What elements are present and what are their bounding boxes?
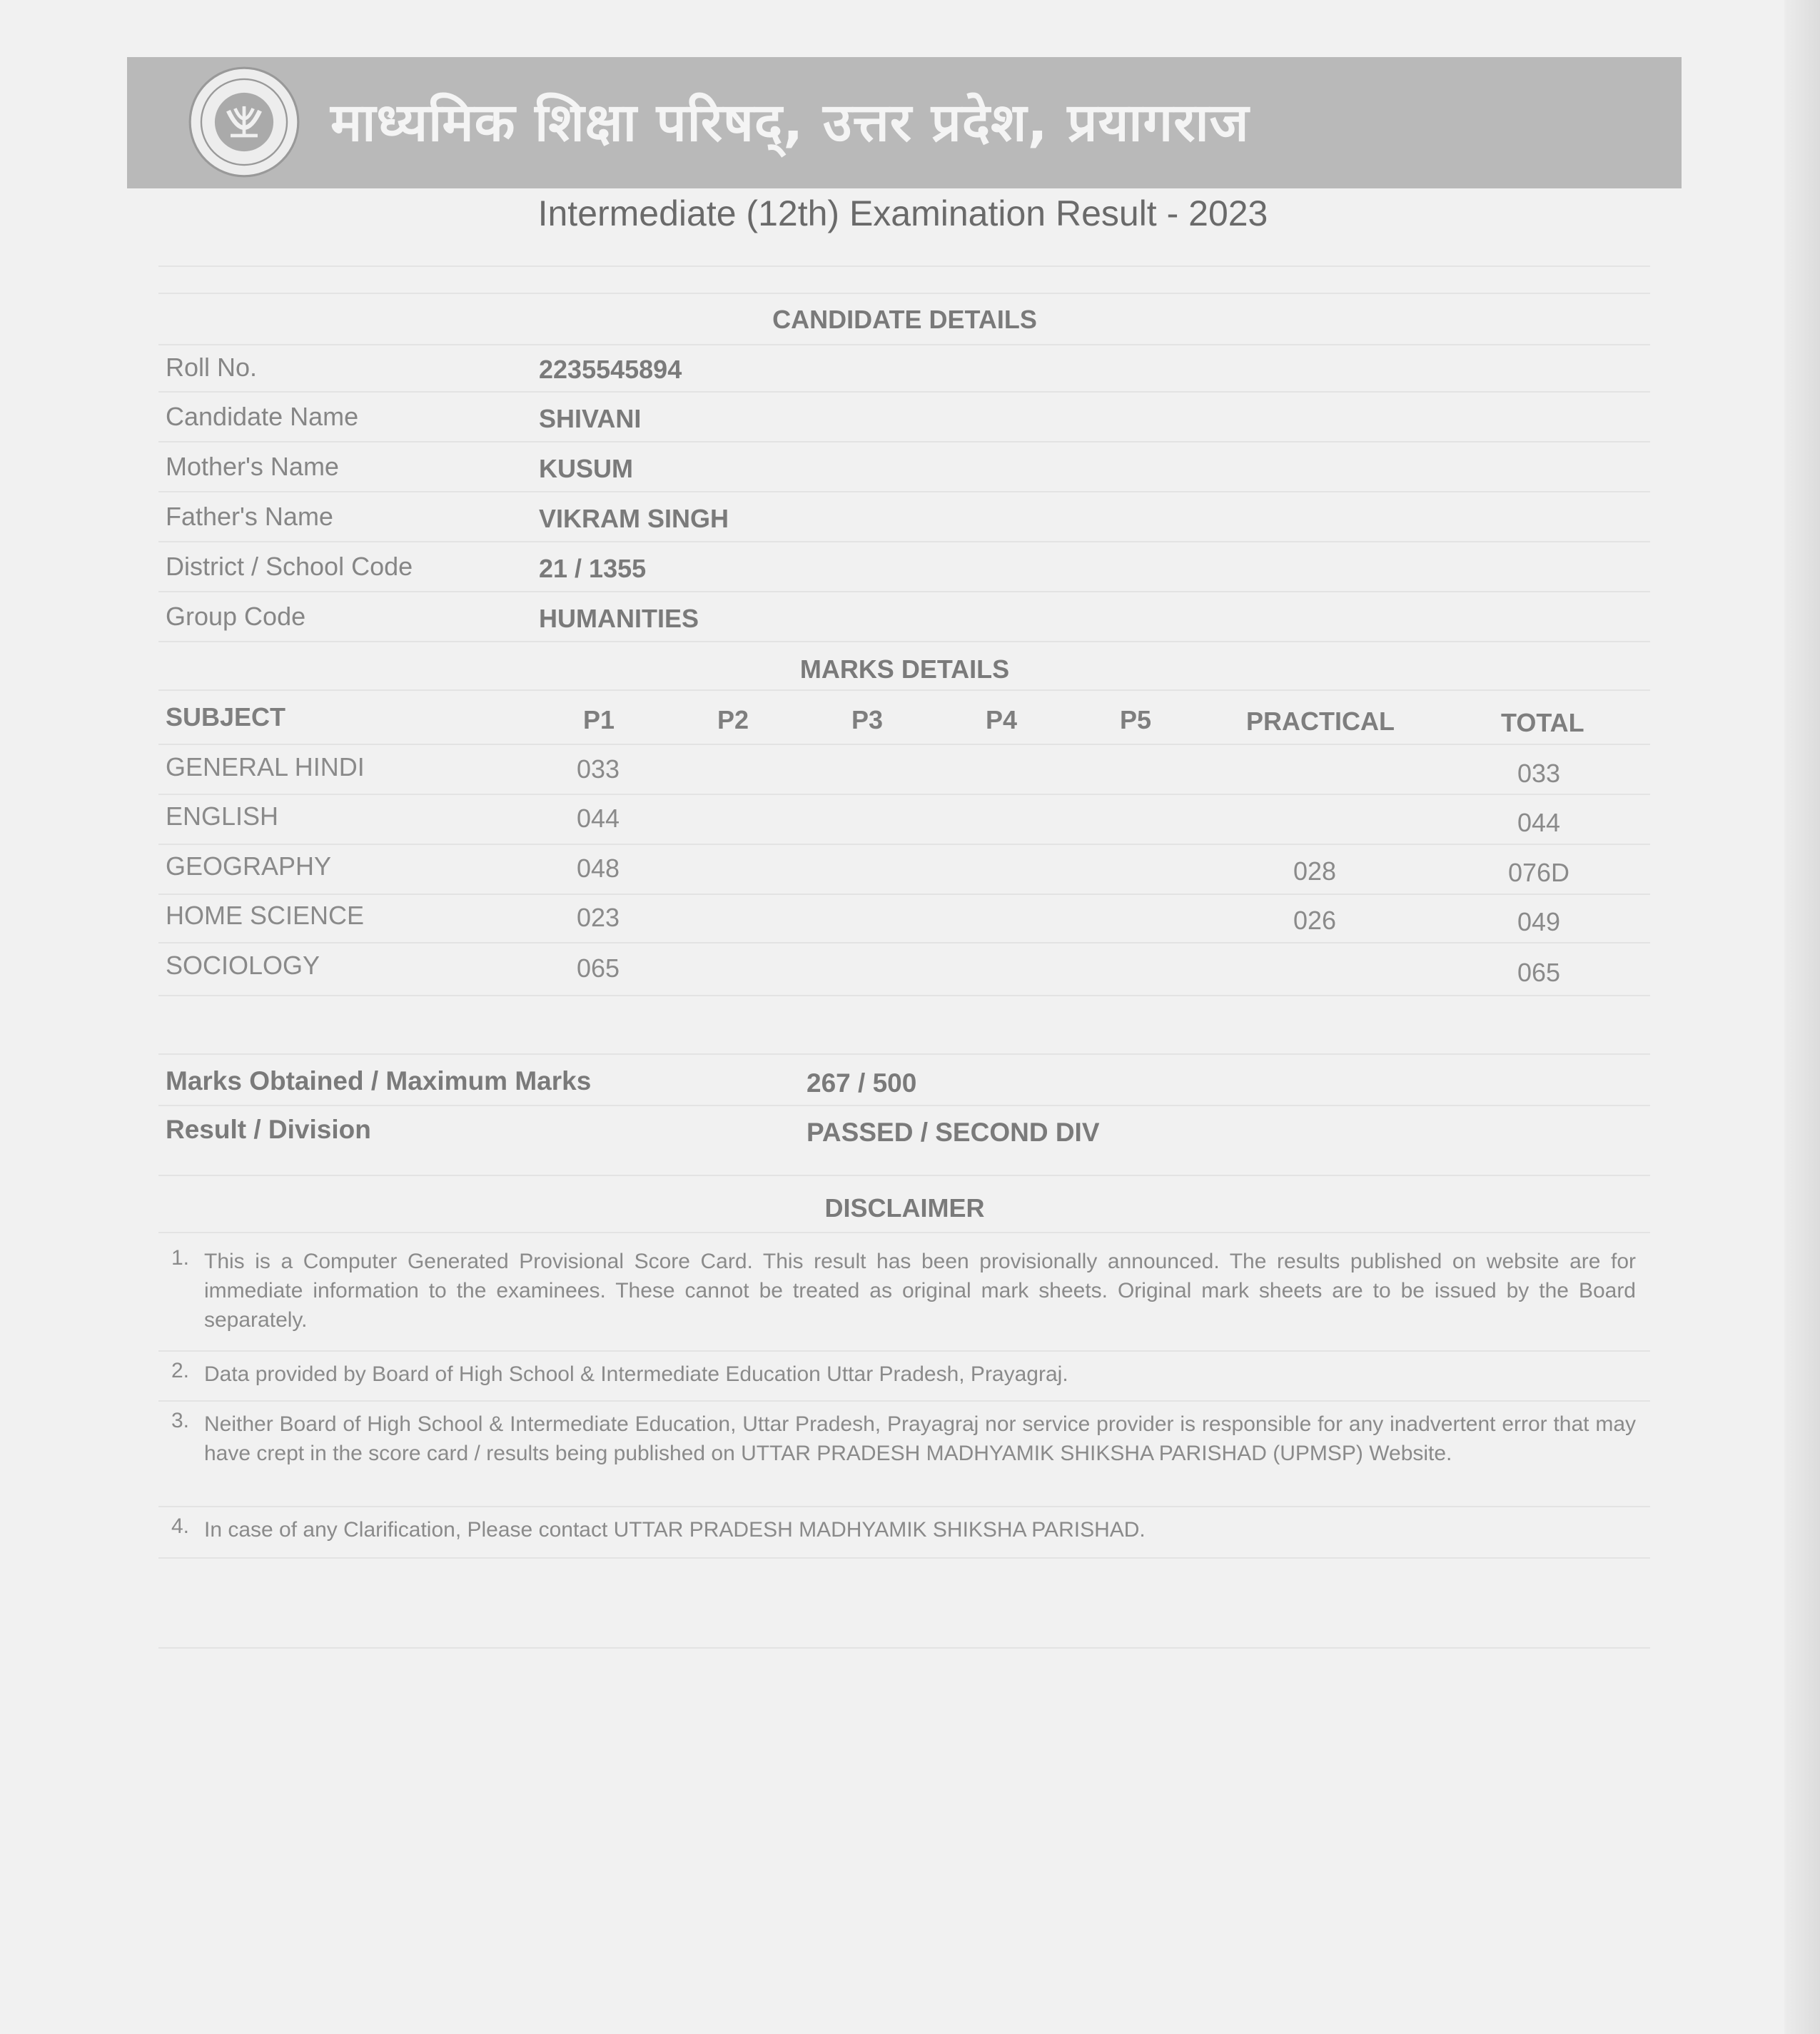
subject-name: ENGLISH	[166, 801, 279, 831]
divider	[158, 265, 1650, 267]
roll-no-label: Roll No.	[166, 353, 258, 382]
divider	[158, 441, 1650, 442]
subject-name: HOME SCIENCE	[166, 901, 365, 930]
father-name-label: Father's Name	[166, 502, 333, 531]
header-banner	[127, 57, 1682, 188]
subject-name: SOCIOLOGY	[166, 951, 320, 980]
divider	[158, 1400, 1650, 1402]
candidate-details-heading: CANDIDATE DETAILS	[772, 305, 1037, 334]
disclaimer-item-text: Data provided by Board of High School & Intermediate Education Uttar Pradesh, Prayagraj.	[204, 1362, 1068, 1386]
candidate-name-value: SHIVANI	[539, 404, 642, 433]
marks-details-heading: MARKS DETAILS	[799, 654, 1010, 684]
divider	[158, 744, 1650, 745]
divider	[158, 1105, 1650, 1106]
district-school-code-value: 21 / 1355	[539, 554, 647, 583]
roll-no-value: 2235545894	[539, 355, 682, 384]
divider	[158, 293, 1650, 294]
up-government-emblem-icon	[188, 66, 300, 178]
divider	[158, 995, 1650, 996]
disclaimer-item-number: 2.	[171, 1359, 190, 1382]
col-header-subject: SUBJECT	[166, 702, 286, 732]
total-mark: 049	[1517, 907, 1561, 936]
divider	[158, 689, 1650, 691]
board-name: माध्यमिक शिक्षा परिषद्, उत्तर प्रदेश, प्रयागराज	[330, 92, 1250, 153]
divider	[158, 1175, 1650, 1176]
col-header-total: TOTAL	[1501, 708, 1584, 737]
total-mark: 065	[1517, 958, 1561, 987]
total-mark: 033	[1517, 759, 1561, 788]
divider	[158, 1647, 1650, 1649]
divider	[158, 942, 1650, 943]
divider	[158, 1557, 1650, 1559]
p1-mark: 065	[576, 953, 620, 983]
candidate-name-label: Candidate Name	[166, 402, 359, 431]
p1-mark: 033	[576, 754, 620, 784]
p1-mark: 044	[576, 804, 620, 833]
practical-mark: 026	[1293, 906, 1337, 935]
divider	[158, 1053, 1650, 1055]
divider	[158, 1232, 1650, 1233]
col-header-p1: P1	[583, 705, 615, 734]
disclaimer-item-text: This is a Computer Generated Provisional Score Card. This result has been provisionally announced. The results published on website are for immediate information to the examinees. These cannot be treated as original mark sheets. Original mark sheets are to be issued by the Board separately.	[204, 1250, 1636, 1332]
district-school-code-label: District / School Code	[166, 552, 413, 581]
divider	[158, 894, 1650, 895]
subject-name: GEOGRAPHY	[166, 851, 332, 881]
marks-obtained-value: 267 / 500	[807, 1068, 917, 1098]
father-name-value: VIKRAM SINGH	[539, 504, 729, 533]
col-header-p2: P2	[717, 705, 749, 734]
disclaimer-item-text: Neither Board of High School & Intermediate Education, Uttar Pradesh, Prayagraj nor service provider is responsible for any inadvertent error that may have crept in the score card / results being published on UTTAR PRADESH MADHYAMIK SHIKSHA PARISHAD (UPMSP) Website.	[204, 1412, 1636, 1465]
p1-mark: 023	[576, 903, 620, 932]
group-code-value: HUMANITIES	[539, 604, 699, 633]
col-header-practical: PRACTICAL	[1246, 707, 1395, 736]
page-title: Intermediate (12th) Examination Result - 2023	[537, 193, 1268, 233]
result-division-label: Result / Division	[166, 1115, 371, 1144]
divider	[158, 794, 1650, 795]
disclaimer-item-number: 3.	[171, 1409, 190, 1432]
group-code-label: Group Code	[166, 602, 306, 631]
divider	[158, 491, 1650, 492]
divider	[158, 844, 1650, 845]
mother-name-label: Mother's Name	[166, 452, 339, 481]
practical-mark: 028	[1293, 856, 1337, 886]
mother-name-value: KUSUM	[539, 454, 633, 483]
divider	[158, 641, 1650, 642]
disclaimer-item-number: 1.	[171, 1246, 190, 1270]
divider	[158, 1506, 1650, 1507]
divider	[158, 541, 1650, 542]
disclaimer-item-number: 4.	[171, 1514, 190, 1538]
col-header-p3: P3	[851, 705, 884, 734]
col-header-p4: P4	[986, 705, 1018, 734]
divider	[158, 1350, 1650, 1352]
divider	[158, 591, 1650, 592]
result-division-value: PASSED / SECOND DIV	[807, 1118, 1100, 1147]
subject-name: GENERAL HINDI	[166, 752, 365, 781]
divider	[158, 344, 1650, 345]
disclaimer-heading: DISCLAIMER	[824, 1193, 985, 1223]
total-mark: 044	[1517, 808, 1561, 837]
divider	[158, 391, 1650, 393]
marks-obtained-label: Marks Obtained / Maximum Marks	[166, 1066, 592, 1096]
disclaimer-item-text: In case of any Clarification, Please contact UTTAR PRADESH MADHYAMIK SHIKSHA PARISHAD.	[204, 1518, 1146, 1542]
col-header-p5: P5	[1120, 705, 1152, 734]
total-mark: 076D	[1507, 858, 1570, 887]
p1-mark: 048	[576, 854, 620, 883]
